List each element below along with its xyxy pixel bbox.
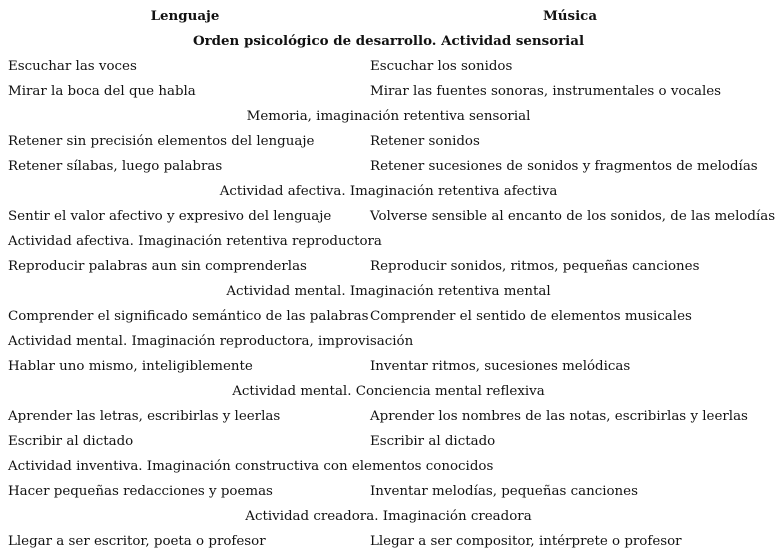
lenguaje-cell: Hacer pequeñas redacciones y poemas <box>8 484 273 499</box>
lenguaje-cell: Mirar la boca del que habla <box>8 84 196 99</box>
stage-subheading-row <box>0 329 777 354</box>
stage-subheading: Actividad afectiva. Imaginación retentiva reproductora <box>8 234 382 249</box>
stage-heading: Actividad creadora. Imaginación creadora <box>245 509 532 524</box>
stage-subheading: Actividad mental. Imaginación reproductora, improvisación <box>8 334 414 349</box>
stage-heading-row <box>0 379 777 404</box>
stage-heading-row <box>0 104 777 129</box>
table-row <box>0 479 777 504</box>
musica-cell: Escribir al dictado <box>370 434 496 449</box>
stage-subheading: Actividad inventiva. Imaginación constructiva con elementos conocidos <box>8 459 494 474</box>
stage-heading: Orden psicológico de desarrollo. Actividad sensorial <box>192 33 585 49</box>
musica-cell: Reproducir sonidos, ritmos, pequeñas canciones <box>370 259 700 274</box>
stage-subheading-row <box>0 454 777 479</box>
lenguaje-cell: Aprender las letras, escribirlas y leerlas <box>8 409 281 424</box>
lenguaje-cell: Hablar uno mismo, inteligiblemente <box>8 359 253 374</box>
musica-cell: Retener sucesiones de sonidos y fragmentos de melodías <box>370 159 758 174</box>
table-row <box>0 79 777 104</box>
table-row <box>0 404 777 429</box>
header-row <box>0 4 777 29</box>
stage-heading: Actividad mental. Conciencia mental reflexiva <box>232 384 545 399</box>
stage-heading: Actividad mental. Imaginación retentiva mental <box>226 284 551 299</box>
stage-heading-row <box>0 29 777 54</box>
header-lenguaje: Lenguaje <box>150 8 220 24</box>
lenguaje-cell: Comprender el significado semántico de las palabras <box>8 309 369 324</box>
lenguaje-cell: Retener sílabas, luego palabras <box>8 159 223 174</box>
stage-heading: Memoria, imaginación retentiva sensorial <box>246 109 531 124</box>
musica-cell: Mirar las fuentes sonoras, instrumentales o vocales <box>370 84 722 99</box>
table-row <box>0 529 777 554</box>
lenguaje-cell: Reproducir palabras aun sin comprenderlas <box>8 259 307 274</box>
musica-cell: Inventar melodías, pequeñas canciones <box>370 484 638 499</box>
table-row <box>0 304 777 329</box>
stage-heading-row <box>0 179 777 204</box>
stage-heading-row <box>0 279 777 304</box>
musica-cell: Inventar ritmos, sucesiones melódicas <box>370 359 631 374</box>
header-musica: Música <box>542 8 597 24</box>
musica-cell: Escuchar los sonidos <box>370 59 513 74</box>
table-row <box>0 354 777 379</box>
lenguaje-cell: Retener sin precisión elementos del lenguaje <box>8 134 315 149</box>
table-row <box>0 129 777 154</box>
lenguaje-cell: Escuchar las voces <box>8 59 137 74</box>
musica-cell: Comprender el sentido de elementos musicales <box>370 309 692 324</box>
lenguaje-cell: Llegar a ser escritor, poeta o profesor <box>8 534 266 549</box>
table-row <box>0 429 777 454</box>
lenguaje-cell: Escribir al dictado <box>8 434 134 449</box>
lenguaje-cell: Sentir el valor afectivo y expresivo del lenguaje <box>8 209 332 224</box>
musica-cell: Retener sonidos <box>370 134 480 149</box>
stage-subheading-row <box>0 229 777 254</box>
table-row <box>0 204 777 229</box>
musica-cell: Llegar a ser compositor, intérprete o profesor <box>370 534 682 549</box>
table-row <box>0 254 777 279</box>
musica-cell: Volverse sensible al encanto de los sonidos, de las melodías <box>370 209 776 224</box>
table-row <box>0 54 777 79</box>
stage-heading: Actividad afectiva. Imaginación retentiva afectiva <box>219 184 558 199</box>
musica-cell: Aprender los nombres de las notas, escribirlas y leerlas <box>370 409 748 424</box>
table-row <box>0 154 777 179</box>
stage-heading-row <box>0 504 777 529</box>
